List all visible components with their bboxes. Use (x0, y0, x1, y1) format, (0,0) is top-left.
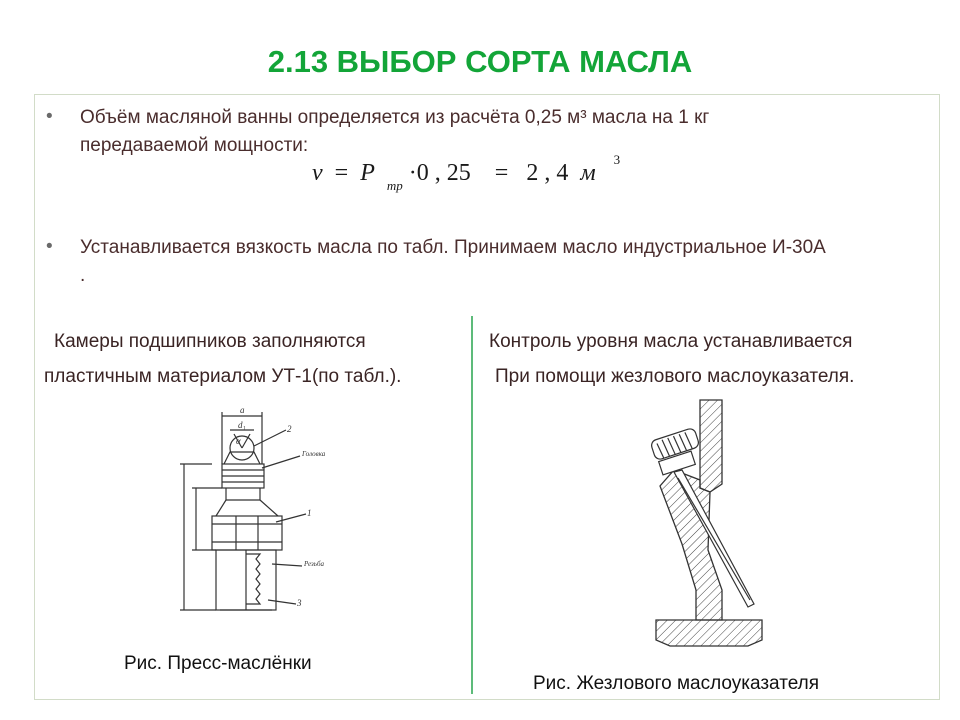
bullet-dot: • (46, 106, 53, 127)
label-d1: d₁ (238, 420, 246, 430)
right-column-line-1: Контроль уровня масла устанавливается (489, 331, 853, 352)
formula-v: v (312, 160, 323, 186)
left-column-line-2: пластичным материалом УТ-1(по табл.). (44, 366, 402, 387)
bullet-dot: • (46, 236, 53, 257)
label-alpha: α (236, 436, 241, 446)
bullet-2 (80, 234, 940, 290)
label-2: 2 (287, 424, 292, 434)
dipstick-drawing (630, 394, 780, 656)
bullet-1-line-1: Объём масляной ванны определяется из расчёта 0,25 м³ масла на 1 кг (80, 107, 710, 128)
formula-rest: ·0 , 25 (408, 160, 471, 186)
left-column-line-1: Камеры подшипников заполняются (54, 331, 366, 352)
label-a: a (240, 405, 245, 415)
volume-formula (312, 152, 621, 193)
label-1: 1 (307, 508, 312, 518)
label-3: 3 (297, 598, 302, 608)
label-rezba: Резьба (304, 560, 324, 568)
press-oiler-drawing (150, 404, 340, 624)
formula-exponent: 3 (613, 152, 621, 167)
formula-sub: тр (386, 178, 403, 193)
formula-eq-2: = (494, 160, 509, 186)
left-caption: Рис. Пресс-маслёнки (124, 653, 312, 674)
formula-value: 2 , 4 (526, 160, 569, 186)
formula-p: P (360, 160, 375, 186)
bullet-1 (80, 104, 930, 160)
column-divider (471, 316, 473, 694)
bullet-2-line-1: Устанавливается вязкость масла по табл. Принимаем масло индустриальное И-30А (80, 237, 826, 258)
right-column-line-2: При помощи жезлового маслоуказателя. (495, 366, 855, 387)
bullet-1-line-2: передаваемой мощности: (80, 135, 309, 156)
label-golovka: Головка (302, 450, 326, 458)
bullet-2-line-2: . (80, 265, 86, 286)
right-caption: Рис. Жезлового маслоуказателя (533, 673, 820, 694)
slide-title: 2.13 ВЫБОР СОРТА МАСЛА (267, 44, 693, 79)
formula-eq-1: = (334, 160, 349, 186)
formula-unit: м (580, 160, 596, 186)
